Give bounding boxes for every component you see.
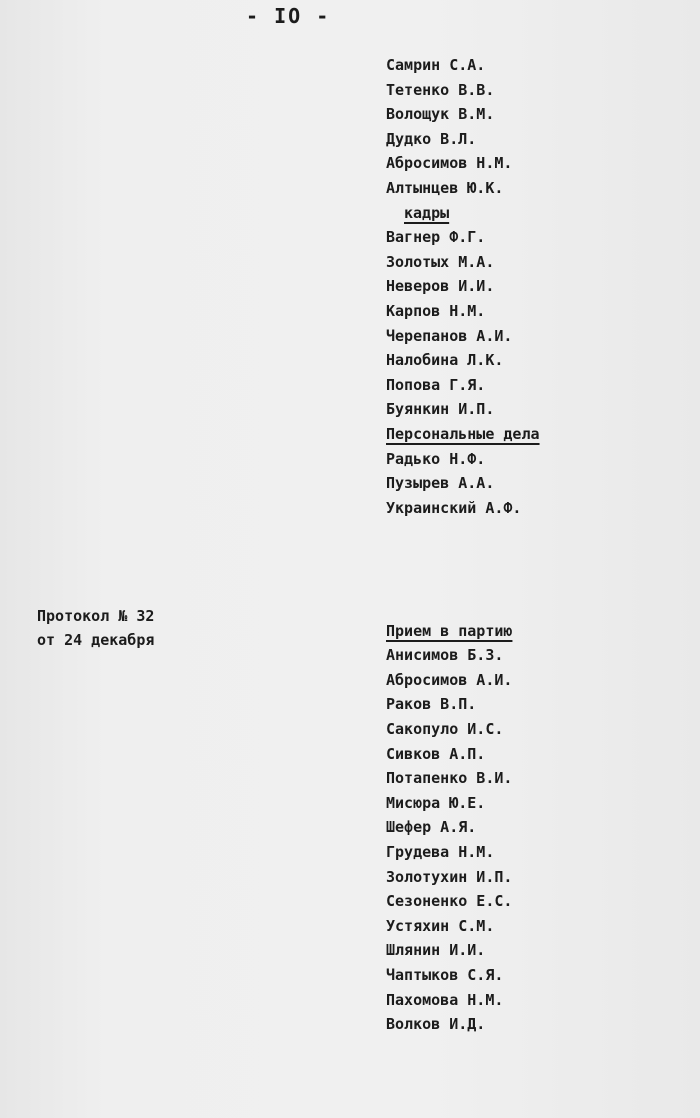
names-list [386,53,686,1037]
person-name: Раков В.П. [386,695,477,714]
person-name: Сезоненко Е.С. [386,892,513,911]
page-number: - IO - [246,4,331,28]
protocol-date: от 24 декабря [37,631,155,649]
person-name: Пахомова Н.М. [386,990,504,1009]
protocol-title: Протокол № 32 [37,607,155,625]
person-name: Алтынцев Ю.К. [386,178,504,197]
person-name: Украинский А.Ф. [386,498,522,517]
person-name: Карпов Н.М. [386,301,486,320]
person-name: Самрин С.А. [386,56,486,74]
person-name: Сивков А.П. [386,744,486,763]
person-name: Дудко В.Л. [386,129,477,148]
person-name: Устяхин С.М. [386,916,495,935]
person-name: Попова Г.Я. [386,375,486,394]
person-name: Шлянин И.И. [386,941,486,960]
person-name: Волков И.Д. [386,1015,486,1034]
person-name: Черепанов А.И. [386,326,513,345]
section-heading: Персональные дела [386,424,540,443]
person-name: Абросимов А.И. [386,670,513,689]
person-name: Тетенко В.В. [386,80,495,99]
person-name: Буянкин И.П. [386,400,495,419]
person-name: Абросимов Н.М. [386,154,513,173]
blank-line [386,569,686,594]
person-name: Мисюра Ю.Е. [386,793,486,812]
blank-line [386,594,686,619]
person-name: Анисимов Б.З. [386,646,504,665]
person-name: Шефер А.Я. [386,818,477,837]
person-name: Потапенко В.И. [386,769,513,788]
person-name: Грудева Н.М. [386,843,495,861]
section-heading: Прием в партию [386,621,513,640]
person-name: Волощук В.М. [386,105,495,124]
person-name: Чаптыков С.Я. [386,965,504,984]
blank-line [386,520,686,545]
person-name: Вагнер Ф.Г. [386,228,486,247]
section-heading: кадры [404,203,450,222]
person-name: Радько Н.Ф. [386,449,486,468]
person-name: Налобина Л.К. [386,351,504,370]
protocol-label [37,604,154,652]
person-name: Золотухин И.П. [386,867,513,886]
person-name: Сакопуло И.С. [386,720,504,739]
person-name: Неверов И.И. [386,277,495,296]
blank-line [386,545,686,570]
person-name: Золотых М.А. [386,252,495,271]
person-name: Пузырев А.А. [386,474,495,493]
